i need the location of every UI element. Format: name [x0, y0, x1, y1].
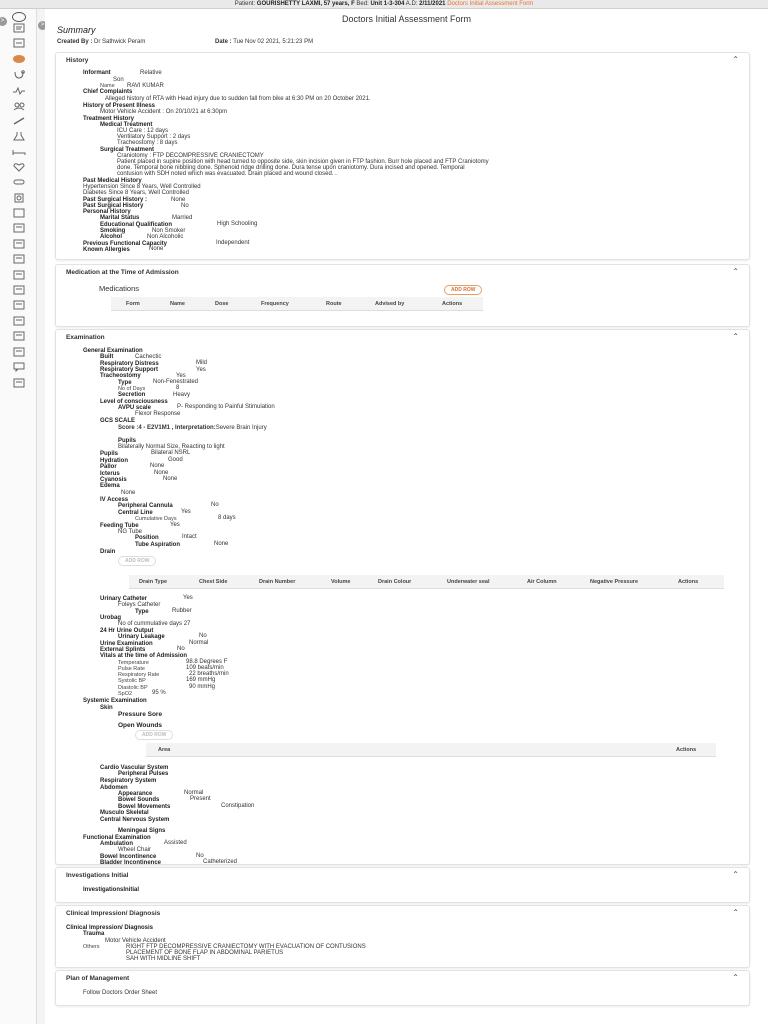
clinical-impression-subtitle: Clinical Impression/ Diagnosis: [66, 925, 154, 931]
cumulative-days-value: 8 days: [218, 515, 236, 521]
pulse-label: Pulse Rate: [118, 666, 145, 672]
sidebar: [0, 9, 45, 1024]
urine-exam-value: Normal: [189, 640, 209, 646]
heart-icon[interactable]: [12, 162, 26, 172]
bladder-incontinence-label: Bladder Incontinence: [100, 860, 162, 866]
bed-number: Unit 1-3-304: [370, 1, 405, 7]
urine-output-label: 24 Hr Urine Output: [100, 628, 154, 634]
appearance-value: Normal: [184, 790, 204, 796]
consciousness-label: Level of consciousness: [100, 399, 168, 405]
iv-access-label: IV Access: [100, 497, 129, 503]
lab-icon[interactable]: [12, 131, 26, 141]
investigations-section: [55, 867, 750, 903]
tube-aspiration-label: Tube Aspiration: [135, 542, 180, 548]
hpi-value: Motor Vehicle Accident : On 20/10/21 at 6:30pm: [100, 109, 228, 115]
gcs-score: [118, 425, 267, 432]
col-underwater-seal: Underwater seal: [447, 579, 490, 585]
drain-label: Drain: [100, 549, 116, 555]
external-splints-value: No: [177, 646, 185, 652]
peripheral-cannula-label: Peripheral Cannula: [118, 503, 173, 509]
edema-value: None: [121, 490, 136, 496]
document-icon[interactable]: [12, 378, 26, 388]
wounds-table-header: [146, 743, 716, 757]
ventilatory-support: Ventilatory Support : 2 days: [117, 134, 191, 140]
add-drain-row-button[interactable]: ADD ROW: [118, 556, 156, 566]
tracheostomy-value: Yes: [176, 373, 186, 379]
informant-value: Relative: [140, 70, 162, 76]
cns-label: Central Nervous System: [100, 817, 170, 823]
document-icon[interactable]: [12, 316, 26, 326]
urinary-catheter-label: Urinary Catheter: [100, 596, 148, 602]
feeding-tube-value: Yes: [170, 522, 180, 528]
stethoscope-icon[interactable]: [12, 70, 26, 80]
diastolic-bp-value: 90 mmHg: [189, 684, 216, 690]
pulse-value: 109 beats/min: [186, 665, 224, 671]
education-label: Educational Qualification: [100, 222, 173, 228]
temperature-label: Temperature: [118, 660, 149, 666]
document-icon[interactable]: [12, 270, 26, 280]
bowel-movements-label: Bowel Movements: [118, 804, 171, 810]
pupils-label: Pupils: [118, 438, 137, 444]
peripheral-pulses-label: Peripheral Pulses: [118, 771, 169, 777]
medication-title[interactable]: Medication at the Time of Admission: [66, 269, 179, 276]
cvs-label: Cardio Vascular System: [100, 765, 169, 771]
vitals-label: Vitals at the time of Admission: [100, 653, 188, 659]
tube-position-label: Position: [135, 535, 159, 541]
col-frequency: Frequency: [261, 301, 289, 307]
flexor-response: Flexor Response: [135, 411, 181, 417]
chevron-up-icon[interactable]: ⌃: [732, 973, 739, 982]
bladder-incontinence-value: Catheterized: [203, 859, 238, 865]
trauma-label: Trauma: [83, 931, 105, 937]
general-exam-label: General Examination: [83, 348, 143, 354]
ambulation-value: Assisted: [164, 840, 187, 846]
chevron-up-icon[interactable]: ⌃: [732, 908, 739, 917]
resp-distress-label: Respiratory Distress: [100, 361, 159, 367]
appearance-label: Appearance: [118, 791, 153, 797]
pmh-hypertension: Hypertension Since 8 Years, Well Controlled: [83, 184, 201, 190]
bowel-movements-value: Constipation: [221, 803, 255, 809]
created-by-label: Created By :: [57, 39, 93, 45]
urinary-catheter-value: Yes: [183, 595, 193, 601]
resp-distress-value: Mild: [196, 360, 208, 366]
clinical-impression-section: [55, 905, 750, 968]
chevron-up-icon[interactable]: ⌃: [732, 332, 739, 341]
psh2-value: No: [181, 203, 189, 209]
chevron-up-icon[interactable]: ⌃: [732, 55, 739, 64]
tracheostomy-label: Tracheostomy: [100, 373, 141, 379]
plan-title[interactable]: Plan of Management: [66, 975, 130, 982]
resp-support-value: Yes: [196, 367, 206, 373]
group-icon[interactable]: [12, 101, 26, 111]
medication-section: [55, 264, 750, 327]
created-date: [215, 39, 313, 45]
pmh-diabetes: Diabetes Since 8 Years, Well Controlled: [83, 190, 189, 196]
clinical-impression-title[interactable]: Clinical Impression/ Diagnosis: [66, 910, 161, 917]
bowel-sounds-value: Present: [190, 796, 211, 802]
diagnosis-line: SAH WITH MIDLINE SHIFT: [126, 956, 201, 962]
ambulation-label: Ambulation: [100, 841, 133, 847]
patient-age: 57 years,: [323, 1, 350, 7]
col-drain-type: Drain Type: [139, 579, 168, 585]
smoking-label: Smoking: [100, 228, 126, 234]
avpu-label: AVPU scale: [118, 405, 151, 411]
icterus-label: Icterus: [100, 471, 120, 477]
document-icon[interactable]: [12, 285, 26, 295]
trach-days-value: 8: [176, 385, 180, 391]
bowel-incontinence-value: No: [196, 853, 204, 859]
systolic-bp-value: 169 mmHg: [186, 677, 216, 683]
tube-position-value: Intact: [182, 534, 197, 540]
col-negative-pressure: Negative Pressure: [590, 579, 638, 585]
others-label: Others: [83, 944, 100, 950]
chief-complaints: Alleged history of RTA with Head injury due to sudden fall from bike at 6:30 PM on 20 October 2021.: [105, 96, 371, 102]
medications-subtitle: Medications: [99, 284, 140, 293]
alcohol-label: Alcohol: [100, 234, 122, 240]
secretion-value: Heavy: [173, 392, 191, 398]
foleys-catheter: Foleys Catheter: [118, 602, 161, 608]
document-icon[interactable]: [12, 223, 26, 233]
urinary-leakage-label: Urinary Leakage: [118, 634, 165, 640]
allergies-value: None: [149, 246, 164, 252]
bowel-sounds-label: Bowel Sounds: [118, 797, 160, 803]
craniotomy: Craniotomy : FTP DECOMPRESSIVE CRANIECTOMY: [117, 153, 264, 159]
secretion-label: Secretion: [118, 392, 146, 398]
trach-type-value: Non-Fenestrated: [153, 379, 199, 385]
pupils-value: Bilaterally Normal Size, Reacting to light: [118, 444, 225, 450]
add-wound-row-button[interactable]: ADD ROW: [135, 730, 173, 740]
built-value: Cachectic: [135, 354, 162, 360]
bowel-incontinence-label: Bowel Incontinence: [100, 854, 157, 860]
urobag-label: Urobag: [100, 615, 121, 621]
cyanosis-label: Cyanosis: [100, 477, 127, 483]
diagnosis-line: PLACEMENT OF BONE FLAP IN ABDOMINAL PARIETUS: [126, 950, 284, 956]
peripheral-cannula-value: No: [211, 502, 219, 508]
col-chest-side: Chest Side: [199, 579, 228, 585]
col-drain-number: Drain Number: [259, 579, 296, 585]
col-actions: Actions: [678, 579, 699, 585]
history-section: [55, 52, 750, 260]
psh-label: Past Surgical History :: [83, 197, 148, 203]
vitals-icon[interactable]: [12, 86, 26, 96]
trach-type-label: Type: [118, 380, 132, 386]
functional-exam-label: Functional Examination: [83, 835, 151, 841]
pmh-label: Past Medical History: [83, 178, 142, 184]
patient-sex: F: [351, 1, 355, 7]
personal-history-label: Personal History: [83, 209, 131, 215]
chevron-up-icon[interactable]: ⌃: [732, 870, 739, 879]
edema-label: Edema: [100, 483, 120, 489]
expand-toggle-icon[interactable]: >: [38, 21, 47, 30]
urine-exam-label: Urine Examination: [100, 641, 153, 647]
col-actions: Actions: [676, 747, 697, 753]
examination-section: [55, 329, 750, 865]
spo2-value: 95 %: [152, 690, 166, 696]
plan-section: [55, 970, 750, 1006]
history-title[interactable]: History: [66, 57, 89, 64]
temperature-value: 98.8 Degrees F: [186, 659, 228, 665]
urobag-value: No of cummulative days 27: [118, 621, 191, 627]
cyanosis-value: None: [163, 476, 178, 482]
resp-system-label: Respiratory System: [100, 778, 157, 784]
col-air-column: Air Column: [527, 579, 557, 585]
spo2-label: SpO2: [118, 691, 133, 697]
smoking-value: Non Smoker: [152, 228, 186, 234]
gcs-interpretation: Severe Brain Injury: [215, 425, 267, 431]
catheter-type-label: Type: [135, 609, 149, 615]
chief-complaints-label: Chief Complaints: [83, 89, 133, 95]
informant-label: Informant: [83, 70, 111, 76]
admission-date: 2/11/2021: [419, 1, 446, 7]
bed-icon[interactable]: [12, 147, 26, 157]
tracheostomy-days: Tracheostomy : 8 days: [117, 140, 178, 146]
marital-label: Marital Status: [100, 215, 140, 221]
functional-capacity-value: Independent: [216, 240, 250, 246]
central-line-label: Central Line: [118, 510, 153, 516]
hydration-label: Hydration: [100, 458, 129, 464]
external-splints-label: External Splints: [100, 647, 146, 653]
built-label: Built: [100, 354, 114, 360]
icu-care: ICU Care : 12 days: [117, 128, 169, 134]
icterus-value: None: [154, 470, 169, 476]
col-area: Area: [158, 747, 171, 753]
informant-relation: Son: [113, 77, 124, 83]
trauma-value: Motor Vehicle Accident: [105, 938, 166, 944]
hpi-label: History of Present Illness: [83, 103, 156, 109]
abdomen-label: Abdomen: [100, 785, 128, 791]
clipboard-icon[interactable]: [12, 23, 26, 33]
col-form: Form: [126, 301, 140, 307]
resp-support-label: Respiratory Support: [100, 367, 159, 373]
date-label: Date :: [215, 39, 232, 45]
education-value: High Schooling: [217, 221, 258, 227]
systolic-bp-label: Systolic BP: [118, 678, 146, 684]
medication-table-header: [111, 297, 483, 311]
surgical-treatment-label: Surgical Treatment: [100, 147, 155, 153]
op-note-line: Patient placed in supine position with head turned to opposite side, skin incision given in FTP fashion. Burr hole placed and FTP Craniotomy: [117, 159, 489, 165]
allergies-label: Known Allergies: [83, 247, 130, 253]
tube-aspiration-value: None: [214, 541, 229, 547]
summary-heading: Summary: [57, 25, 96, 35]
pupils2-label: Pupils: [100, 451, 119, 457]
scan-icon[interactable]: [12, 193, 26, 203]
patient-banner: [0, 0, 768, 9]
plan-value: Follow Doctors Order Sheet: [83, 990, 158, 996]
op-note-line: done. Temporal bone nibbling done. Sphenoid ridge drilling done. Dura tense upon craniotomy. Dura incised and opened. Temporal: [117, 165, 465, 171]
cumulative-days-label: Cumulative Days: [135, 516, 177, 522]
psh2-label: Past Surgical History: [83, 203, 144, 209]
col-dose: Dose: [215, 301, 229, 307]
created-by-value: Dr Sathwick Peram: [94, 39, 146, 45]
breadcrumb[interactable]: Doctors Initial Assessment Form: [447, 1, 534, 7]
psh-value: None: [171, 197, 186, 203]
person-circle-icon[interactable]: [12, 12, 26, 22]
pallor-label: Pallor: [100, 464, 117, 470]
syringe-icon[interactable]: [12, 116, 26, 126]
drain-table-header: [129, 575, 724, 589]
document-icon[interactable]: [12, 347, 26, 357]
gcs-score-text: Score :4 - E2V1M1 , Interpretation:: [118, 425, 216, 431]
col-actions: Actions: [442, 301, 463, 307]
date-value: Tue Nov 02 2021, 5:21:23 PM: [233, 39, 314, 45]
pressure-sore-label: Pressure Sore: [118, 711, 163, 718]
avpu-value: P- Responding to Painful Stimulation: [177, 404, 275, 410]
catheter-type-value: Rubber: [172, 608, 192, 614]
musculo-skeletal-label: Musculo Skeletal: [100, 810, 149, 816]
created-by: [57, 39, 145, 45]
hydration-value: Good: [168, 457, 183, 463]
chat-icon[interactable]: [12, 362, 26, 372]
systemic-exam-label: Systemic Examination: [83, 698, 147, 704]
chevron-up-icon[interactable]: ⌃: [732, 267, 739, 276]
ng-tube: NG Tube: [118, 529, 143, 535]
diagnosis-line: RIGHT FTP DECOMPRESSIVE CRANIECTOMY WITH EVACUATION OF CONTUSIONS: [126, 944, 366, 950]
informant-name: RAVI KUMAR: [127, 83, 164, 89]
list-icon[interactable]: [12, 38, 26, 48]
examination-title[interactable]: Examination: [66, 334, 105, 341]
diastolic-bp-label: Diastolic BP: [118, 685, 148, 691]
note-icon[interactable]: [12, 208, 26, 218]
document-icon[interactable]: [12, 331, 26, 341]
pupils2-value: Bilateral NSRL: [151, 450, 191, 456]
resp-rate-value: 22 breaths/min: [189, 671, 229, 677]
meningeal-signs-label: Meningeal Signs: [118, 828, 166, 834]
col-name: Name: [170, 301, 185, 307]
open-wounds-label: Open Wounds: [118, 722, 162, 729]
central-line-value: Yes: [181, 509, 191, 515]
op-note-line: contusion with SDH noted which was evacuated. Drain placed and wound closed. .: [117, 171, 337, 177]
pallor-value: None: [150, 463, 165, 469]
col-route: Route: [326, 301, 342, 307]
document-icon[interactable]: [12, 254, 26, 264]
medical-treatment-label: Medical Treatment: [100, 122, 153, 128]
investigations-subtitle: InvestigationsInitial: [83, 887, 140, 893]
page-title: Doctors Initial Assessment Form: [341, 14, 472, 24]
resp-rate-label: Respiratory Rate: [118, 672, 160, 678]
functional-capacity-label: Previous Functional Capacity: [83, 241, 168, 247]
feeding-tube-label: Feeding Tube: [100, 523, 139, 529]
patient-name: GOURISHETTY LAXMI,: [256, 1, 323, 7]
col-drain-colour: Drain Colour: [378, 579, 412, 585]
urinary-leakage-value: No: [199, 633, 207, 639]
wheel-chair: Wheel Chair: [118, 847, 152, 853]
document-icon[interactable]: [12, 300, 26, 310]
col-volume: Volume: [331, 579, 351, 585]
skin-label: Skin: [100, 705, 113, 711]
marital-value: Married: [172, 215, 193, 221]
investigations-title[interactable]: Investigations Initial: [66, 872, 129, 879]
pill-icon[interactable]: [12, 177, 26, 187]
alcohol-value: Non Alcoholic: [147, 234, 184, 240]
patient-label: Patient:: [234, 1, 256, 7]
col-advised-by: Advised by: [375, 301, 405, 307]
gcs-label: GCS SCALE: [100, 418, 136, 424]
add-medication-row-button[interactable]: ADD ROW: [444, 285, 482, 295]
ad-label: A.D:: [405, 1, 418, 7]
document-icon[interactable]: [12, 239, 26, 249]
trach-days-label: No of Days: [118, 386, 146, 392]
collapse-toggle-icon[interactable]: >: [0, 17, 7, 26]
treatment-history-label: Treatment History: [83, 116, 135, 122]
informant-name-label: Name: [100, 83, 115, 89]
active-section-icon[interactable]: [13, 55, 25, 63]
bed-label: Bed:: [356, 1, 369, 7]
form-main: [45, 9, 768, 1024]
